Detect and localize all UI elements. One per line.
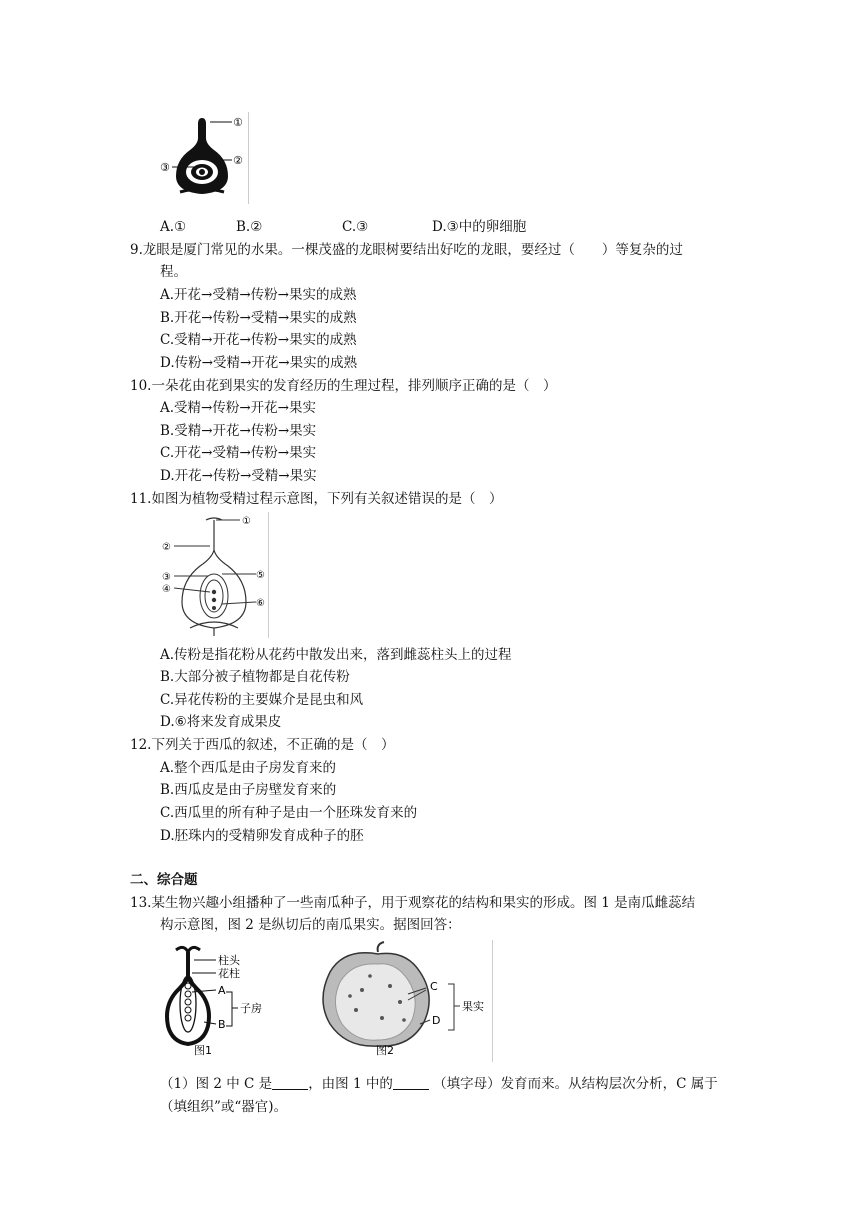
fig2-label-fruit: 果实	[462, 1000, 484, 1013]
q11-label-4: ④	[162, 584, 171, 595]
q9-option-c[interactable]: C.受精→开花→传粉→果实的成熟	[160, 332, 357, 348]
q11-label-1: ①	[242, 516, 251, 527]
q11-option-d[interactable]: D.⑥将来发育成果皮	[160, 714, 282, 730]
q8-label-1: ①	[233, 116, 243, 129]
fig2-label-c: C	[430, 980, 438, 993]
fig2-caption: 图2	[376, 1044, 394, 1057]
q8-option-b[interactable]: B.②	[236, 219, 263, 235]
fig1-label-stigma: 柱头	[218, 954, 240, 967]
q10-stem: 10.一朵花由花到果实的发育经历的生理过程，排列顺序正确的是（ ）	[130, 378, 557, 394]
fig1-caption: 图1	[194, 1044, 212, 1057]
q13-figures	[160, 940, 493, 1062]
q13-sub1-part-b: ，由图 1 中的	[308, 1076, 393, 1092]
q9-option-a[interactable]: A.开花→受精→传粉→果实的成熟	[160, 287, 357, 303]
q11-figure	[160, 512, 269, 638]
q8-figure	[160, 112, 249, 204]
pumpkin-diagrams	[160, 940, 492, 1062]
fig2-label-d: D	[432, 1014, 441, 1027]
q12-option-d[interactable]: D.胚珠内的受精卵发育成种子的胚	[160, 828, 364, 844]
q13-sub1-cont: （填组织”或“器官)。	[160, 1099, 288, 1115]
q9-stem: 9.龙眼是厦门常见的水果。一棵茂盛的龙眼树要结出好吃的龙眼，要经过（ ）等复杂的过	[130, 242, 683, 258]
q13-sub1	[160, 1074, 718, 1094]
q12-option-a[interactable]: A.整个西瓜是由子房发育来的	[160, 760, 337, 776]
fertilization-diagram	[160, 512, 268, 638]
section-title: 二、综合题	[130, 872, 198, 888]
q9-stem-cont: 程。	[160, 264, 187, 280]
q8-label-2: ②	[233, 154, 243, 167]
q13-sub1-part-c: （填字母）发育而来。从结构层次分析，C 属于	[433, 1076, 718, 1092]
answer-blank-1[interactable]	[272, 1075, 308, 1090]
q8-option-d[interactable]: D.③中的卵细胞	[432, 219, 527, 235]
q10-option-a[interactable]: A.受精→传粉→开花→果实	[160, 400, 316, 416]
q13-sub1-part-a: （1）图 2 中 C 是	[160, 1076, 273, 1092]
fig1-label-a: A	[218, 984, 226, 997]
q10-option-b[interactable]: B.受精→开花→传粉→果实	[160, 423, 317, 439]
q11-option-b[interactable]: B.大部分被子植物都是自花传粉	[160, 669, 350, 685]
q8-option-c[interactable]: C.③	[342, 219, 369, 235]
q10-option-c[interactable]: C.开花→受精→传粉→果实	[160, 445, 317, 461]
q11-label-3: ③	[162, 572, 171, 583]
q8-label-3: ③	[160, 161, 170, 174]
fig2-pumpkin	[323, 942, 484, 1057]
q10-option-d[interactable]: D.开花→传粉→受精→果实	[160, 468, 317, 484]
fig1-pistil	[167, 947, 262, 1057]
pistil-diagram	[160, 112, 248, 204]
q9-option-d[interactable]: D.传粉→受精→开花→果实的成熟	[160, 355, 358, 371]
answer-blank-2[interactable]	[393, 1075, 429, 1090]
q11-option-c[interactable]: C.异花传粉的主要媒介是昆虫和风	[160, 692, 364, 708]
q12-option-c[interactable]: C.西瓜里的所有种子是由一个胚珠发育来的	[160, 805, 418, 821]
q8-option-a[interactable]: A.①	[160, 219, 187, 235]
q12-stem: 12.下列关于西瓜的叙述，不正确的是（ ）	[130, 737, 395, 753]
q13-stem-cont: 构示意图，图 2 是纵切后的南瓜果实。据图回答：	[160, 917, 461, 933]
q11-option-a[interactable]: A.传粉是指花粉从花药中散发出来，落到雌蕊柱头上的过程	[160, 647, 512, 663]
q11-label-6: ⑥	[256, 598, 265, 609]
q12-option-b[interactable]: B.西瓜皮是由子房壁发育来的	[160, 782, 337, 798]
q11-label-5: ⑤	[256, 570, 265, 581]
fig1-label-b: B	[218, 1018, 226, 1031]
q13-stem: 13.某生物兴趣小组播种了一些南瓜种子，用于观察花的结构和果实的形成。图 1 是南瓜雌蕊结	[130, 895, 696, 911]
q9-option-b[interactable]: B.开花→传粉→受精→果实的成熟	[160, 310, 357, 326]
q11-stem: 11.如图为植物受精过程示意图，下列有关叙述错误的是（ ）	[130, 491, 503, 507]
fig1-label-ovary: 子房	[240, 1002, 262, 1015]
q11-label-2: ②	[162, 542, 171, 553]
fig1-label-style: 花柱	[218, 967, 240, 980]
